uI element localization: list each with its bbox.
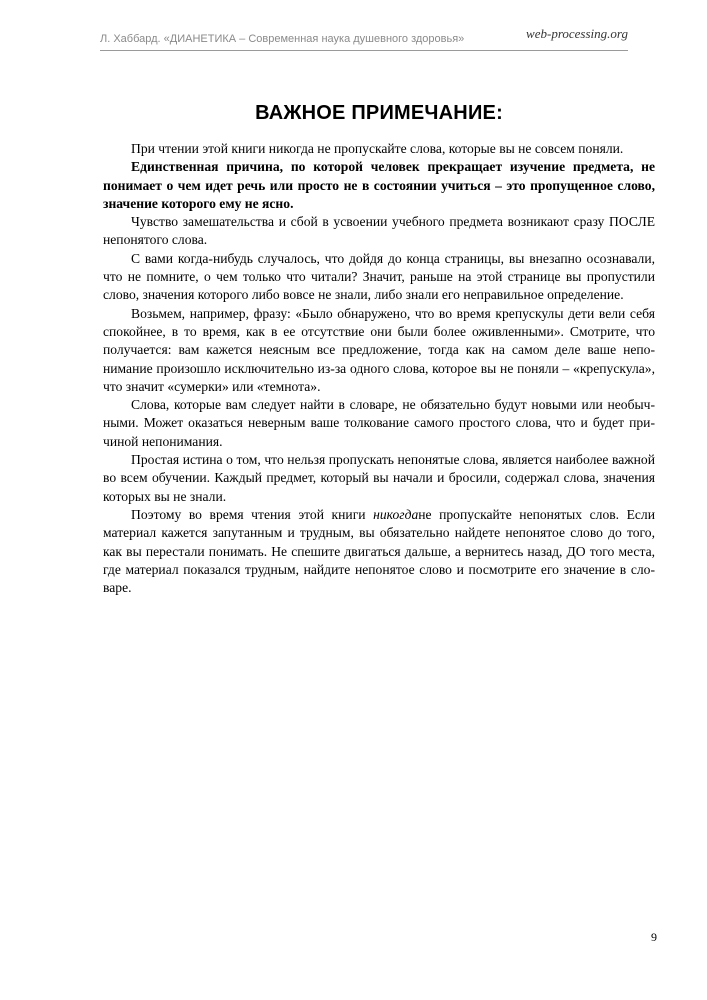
paragraph: Простая истина о том, что нельзя пропускать непонятые слова, является наиболее важной во всем обучении. Каждый предмет, который вы начали и бросили, содержал слова, значения которых вы не знали. — [103, 452, 655, 504]
paragraph: Слова, которые вам следует найти в словаре, не обязательно будут новыми или необычными. Может оказаться неверным ваше толкование самого простого слова, что и будет причиной непонимания. — [103, 397, 655, 449]
paragraph-final — [103, 506, 655, 597]
running-head — [100, 26, 628, 50]
paragraph-final-before: Поэтому во время чтения этой книги — [131, 506, 374, 522]
paragraph-final-emphasis: никогда — [373, 506, 419, 522]
paragraph-bold: Единственная причина, по которой человек прекращает изучение предмета, не понимает о чем идет речь или просто не в состоянии учиться – это пропущенное слово, значение которого ему не ясно. — [103, 159, 655, 211]
paragraph-final-after: не пропускайте непонятых слов. Если материал кажется запутанным и трудным, вы обязательно найдете непонятое слово до того, как вы перестали понимать. Не спешите двигаться дальше, а вернитесь назад, ДО того места, где материал показался трудным, найдите непонятое слово и посмотрите его значение в словаре. — [103, 506, 655, 596]
body-text — [103, 140, 655, 597]
paragraph: С вами когда-нибудь случалось, что дойдя до конца страницы, вы внезапно осознавали, что не помните, о чем только что читали? Значит, раньше на этой странице вы пропустили слово, значения которого либо вовсе не знали, либо знали его неправильное определение. — [103, 250, 655, 303]
running-head-site: web-processing.org — [526, 26, 628, 41]
page-heading: ВАЖНОЕ ПРИМЕЧАНИЕ: — [255, 102, 503, 124]
paragraph: При чтении этой книги никогда не пропускайте слова, которые вы не совсем поняли. — [131, 141, 624, 156]
running-head-title: Л. Хаббард. «ДИАНЕТИКА – Современная наука душевного здоровья» — [100, 33, 465, 45]
header-rule — [100, 50, 628, 51]
paragraph: Чувство замешательства и сбой в усвоении учебного предмета возникают сразу ПОСЛЕ непонятого слова. — [103, 214, 655, 248]
page-number: 9 — [651, 930, 657, 944]
paragraph: Возьмем, например, фразу: «Было обнаружено, что во время крепускулы дети вели себя спокойнее, в то время, как в ее отсутствие они были более оживленными». Смотрите, что получается: вам кажется неясным все предложение, тогда как на самом деле ваше непонимание произошло исключительно из-за одного слова, которое вы не поняли – «крепускула», что значит «сумерки» или «темнота». — [103, 305, 655, 394]
